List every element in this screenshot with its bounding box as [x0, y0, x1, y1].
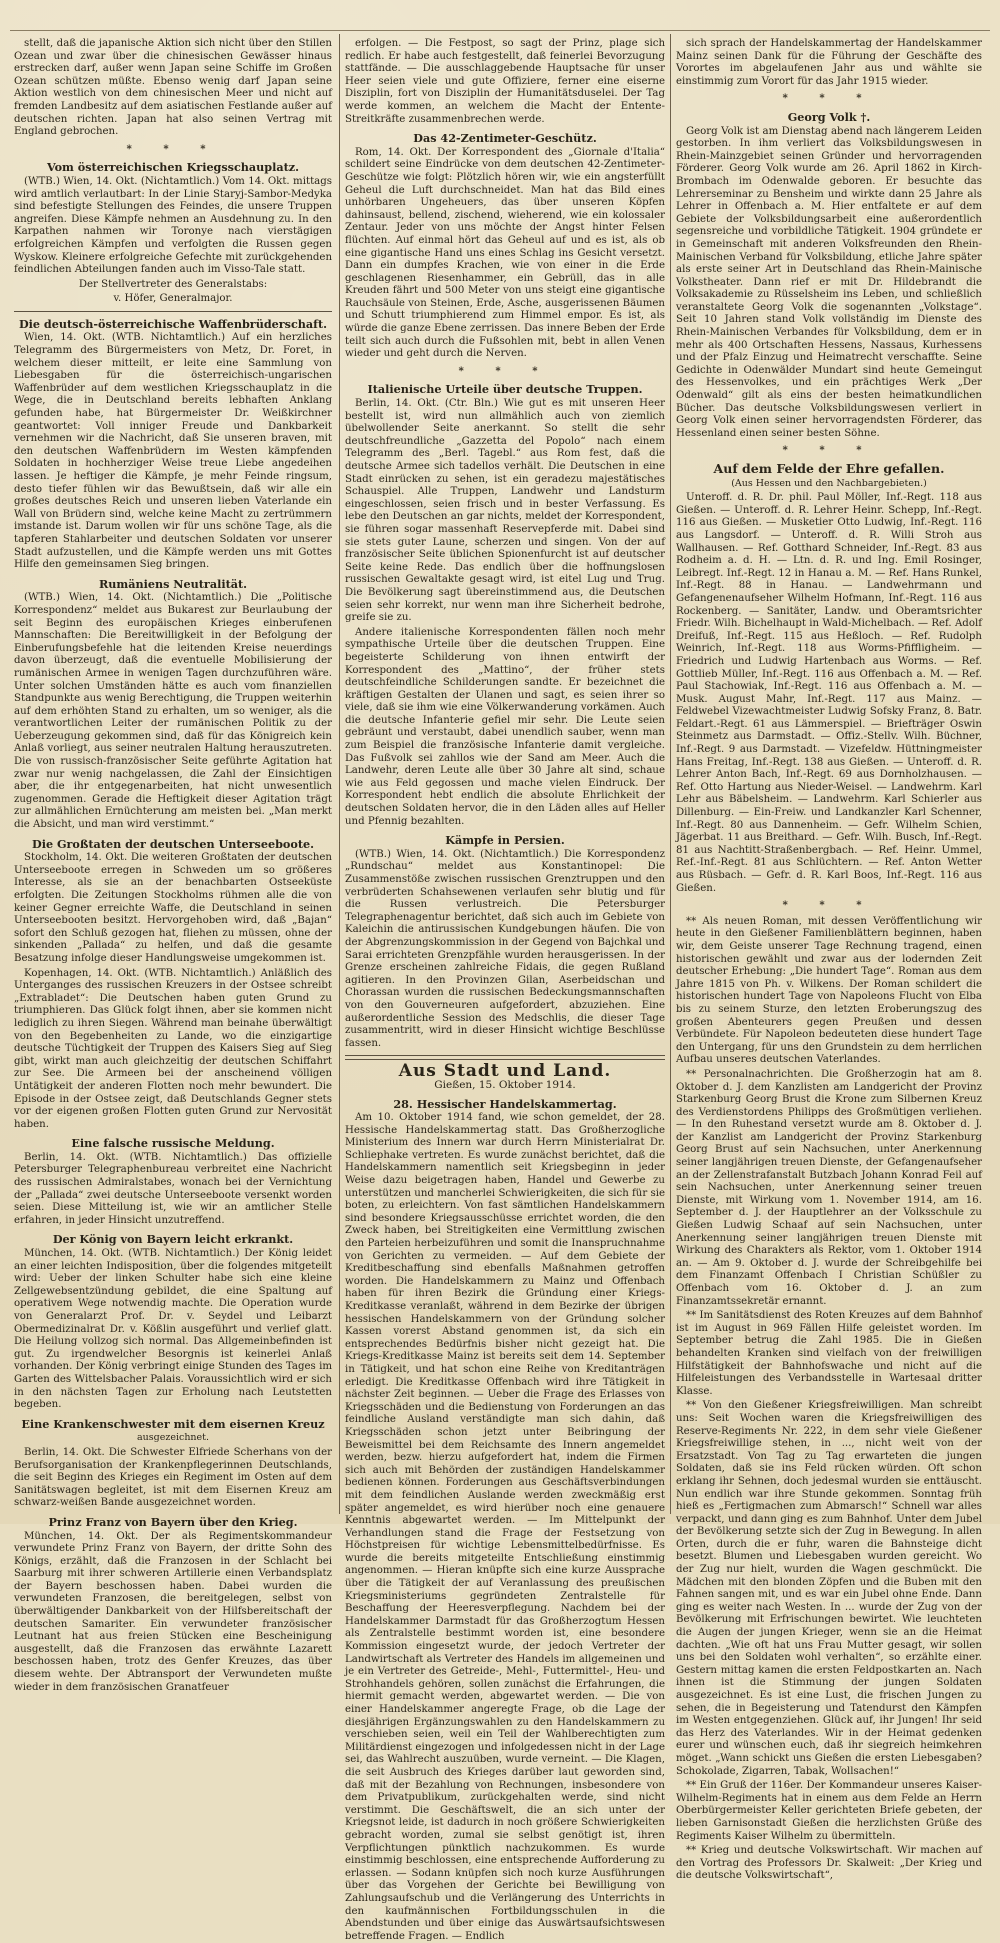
heading-honor: Auf dem Felde der Ehre gefallen.	[713, 461, 945, 476]
separator-stars: * * *	[782, 899, 876, 912]
article-honor: Unteroff. d. R. Dr. phil. Paul Möller, Inf.-Regt. 118 aus Gießen. — Unteroff. d. R. Lehrer Heinr. Schepp, Inf.-Regt. 116 aus Gießen. — Musketier Otto Ludwig, Inf.-Regt. 116 aus Langsdorf. — Unteroff. d. R. Willi Stroh aus Wallhausen. — Ref. Gotthard Schneider, Inf.-Regt. 83 aus Rodheim a. d. H. — Ltn. d. R. und Ing. Emil Rosinger, Leibregt. Inf.-Regt. 12 in Hanau a. M. — Ref. Hans Runkel, Inf.-Regt. 88 in Hanau. — Landwehrmann und Gefangenenaufseher Wilhelm Hofmann, Inf.-Regt. 116 aus Rockenberg. — Sanitäter, Landw. und Oberamtsrichter Friedr. Wilh. Bichelhaupt in Wald-Michelbach. — Ref. Adolf Dreifuß, Inf.-Regt. 115 aus Heßloch. — Ref. Rudolph Weinrich, Inf.-Regt. 118 aus Worms-Pfiffligheim. — Friedrich und Ludwig Hartenbach aus Worms. — Ref. Gottlieb Müller, Inf.-Regt. 116 aus Offenbach a. M. — Ref. Paul Stachowiak, Inf.-Regt. 116 aus Offenbach a. M. — Musk. August Mahr, Inf.-Regt. 117 aus Mainz. — Feldwebel Vizewachtmeister Ludwig Sofsky Franz, 8. Batr. Feldart.-Regt. 61 aus Lämmerspiel. — Briefträger Oswin Steinmetz aus Darmstadt. — Offiz.-Stellv. Wilh. Büchner, Inf.-Regt. 9 aus Darmstadt. — Vizefeldw. Hüttningmeister Hans Freitag, Inf.-Regt. 138 aus Gießen. — Unteroff. d. R. Lehrer Anton Bach, Inf.-Regt. 69 aus Dornholzhausen. — Ref. Otto Hartung aus Nieder-Weisel. — Landwehrm. Karl Lehr aus Bäbelsheim. — Landwehrm. Karl Schierler aus Dillenburg. — Ein-Freiw. und Landkanzler Karl Schenner, Inf.-Regt. 80 aus Dannenheim. — Gefr. Wilhelm Schien, Jägerbat. 11 aus Breithard. — Gefr. Wilh. Busch, Inf.-Regt. 81 aus Nachtitt-Straßenbergbach. — Ref. Heinr. Ummel, Ref.-Inf.-Regt. 81 aus Schlüchtern. — Ref. Anton Wetter aus Rüsbach. — Gefr. d. R. Karl Boos, Inf.-Regt. 116 aus Gießen.	[676, 492, 982, 894]
article-personal: ** Personalnachrichten. Die Großherzogin hat am 8. Oktober d. J. dem Kanzlisten am Landgericht der Provinz Starkenburg Georg Brust die Krone zum Silbernen Kreuz des Verdienstordens Philipps des Großmütigen verliehen. — In den Ruhestand versetzt wurde am 8. Oktober d. J. der Kanzlist am Landgericht der Provinz Starkenburg Georg Brust auf sein Nachsuchen, unter Anerkennung seiner langjährigen treuen Dienste, der Gefangenaufseher an der Zellenstrafanstalt Butzbach Johann Konrad Feil auf sein Nachsuchen, unter Anerkennung seiner treuen Dienste, mit Wirkung vom 1. November 1914, am 16. September d. J. der Hauptlehrer an der Volksschule zu Gießen Ludwig Schaaf auf sein Nachsuchen, unter Anerkennung seiner langjährigen treuen Dienste mit Wirkung des Charakters als Rektor, vom 1. Oktober 1914 an. — Am 9. Oktober d. J. wurde der Schreibgehilfe bei dem Finanzamt Offenbach I Christian Schüßler zu Offenbach vom 16. Oktober d. J. an zum Finanzamtssekretär ernannt.	[676, 1068, 982, 1307]
dateline: Gießen, 15. Oktober 1914.	[434, 1078, 576, 1091]
heading-honor-sub: (Aus Hessen und den Nachbargebieten.)	[731, 477, 927, 489]
divider	[14, 311, 332, 312]
heading-persia: Kämpfe in Persien.	[445, 833, 565, 848]
heading-submarine: Die Großtaten der deutschen Unterseeboote.	[32, 836, 314, 851]
article-submarine-2: Kopenhagen, 14. Okt. (WTB. Nichtamtlich.) Anläßlich des Unterganges des russischen Kreuzers in der Ostsee schreibt „Extrabladet“: Die Deutschen haben guten Grund zu triumphieren. Das Glück folgt ihnen, aber sie kommen nicht lediglich zu ihren Siegen. Während man beinahe überwältigt von den Begebenheiten zu Lande, wo die einzigartige deutsche Tüchtigkeit der Truppen des Kaisers Sieg auf Sieg gibt, wirkt man auch gleichzeitig der deutschen Schiffahrt zur See. Die Armeen bei der anscheinend völligen Untätigkeit der anderen Flotten noch mehr bewundert. Die Episode in der Ostsee zeigt, daß Deutschlands Gegner stets vor der eigenen großen Flotten guten Grund zur Nervosität haben.	[14, 967, 332, 1130]
heading-brotherhood: Die deutsch-österreichische Waffenbrüderschaft.	[18, 316, 328, 331]
article-novel: ** Als neuen Roman, mit dessen Veröffentlichung wir heute in den Gießener Familienblättern beginnen, haben wir, dem Geiste unserer Tage Rechnung tragend, einen historischen gewählt und zwar aus der lodernden Zeit deutscher Erhebung: „Die hundert Tage“. Roman aus dem Jahre 1815 von Ph. v. Wilkens. Der Roman schildert die historischen hundert Tage von Napoleons Flucht von Elba bis zu seinem Sturze, den letzten Eroberungszug des großen Abenteurers gegen Preußen und dessen Verbündete. Für Napoleon bedeuteten diese hundert Tage den Untergang, für uns den Grundstein zu dem herrlichen Aufbau unseres deutschen Vaterlandes.	[676, 915, 982, 1066]
heading-austria: Vom österreichischen Kriegsschauplatz.	[46, 160, 300, 175]
heading-italian: Italienische Urteile über deutsche Truppen.	[367, 382, 643, 397]
top-rule	[10, 30, 990, 31]
heading-nurse-sub: ausgezeichnet.	[136, 1432, 210, 1444]
column-rule-1	[339, 34, 340, 1514]
separator-stars: * * *	[782, 92, 876, 105]
article-chamber: Am 10. Oktober 1914 fand, wie schon gemeldet, der 28. Hessische Handelskammertag statt. Das Großherzogliche Ministerium des Innern war durch Herrn Ministerialrat Dr. Schliephake vertreten. Es wurde zunächst berichtet, daß die Handelskammern namentlich seit Kriegsbeginn in jeder Weise dazu beigetragen haben, Handel und Gewerbe zu unterstützen und mancherlei Schwierigkeiten, die sich für sie boten, zu erleichtern. Von fast sämtlichen Handelskammern sind besondere Kriegsausschüsse errichtet worden, die den Zweck haben, bei Streitigkeiten eine Vermittlung zwischen den Parteien herbeizuführen und somit die Inanspruchnahme von Gerichten zu vermeiden. — Auf dem Gebiete der Kreditbeschaffung sind ebenfalls Maßnahmen getroffen worden. Die Handelskammern zu Mainz und Offenbach haben für ihren Bezirk die Gründung einer Kriegs-Kreditkasse veranlaßt, während in dem Bezirke der übrigen hessischen Handelskammern von der Gründung solcher Kassen vorerst Abstand genommen ist, da sich ein entsprechendes Bedürfnis bisher nicht gezeigt hat. Die Kriegs-Kreditkasse Mainz ist bereits seit dem 14. September in Tätigkeit, und hat schon eine Reihe von Kreditanträgen erledigt. Die Kreditkasse Offenbach wird ihre Tätigkeit in nächster Zeit beginnen. — Ueber die Frage des Erlasses von Kriegsschäden und die Bedienstung von Forderungen an das feindliche Ausland verständigte man sich dahin, daß Kriegsschäden schon jetzt unter Beibringung der Beweismittel bei dem Reichsamte des Innern angemeldet werden, bezw. hierzu aufgefordert hat, indem die Firmen sich auch mit Behörden der zuständigen Handelskammer bedienen können. Forderungen aus Geschäftsverbindungen mit dem feindlichen Auslande werden zweckmäßig erst später angemeldet, es wird hierüber noch eine genauere Kenntnis abgewartet werden. — Im Mittelpunkt der Verhandlungen stand die Frage der Festsetzung von Höchstpreisen für wichtige Lebensmittelbedürfnisse. Es wurde die bereits mitgeteilte Entschließung einstimmig angenommen. — Hieran knüpfte sich eine kurze Aussprache über die Tätigkeit der auf Veranlassung des preußischen Kriegsministeriums gegründeten Zentralstelle für Beschaffung der Heeresverpflegung. Nachdem bei der Handelskammer Darmstadt für das Großherzogtum Hessen als Zentralstelle bestimmt worden ist, eine besondere Kommission eingesetzt wurde, der jedoch Vertreter der Landwirtschaft als Vertreter des Handels im allgemeinen und je ein Vertreter des Getreide-, Mehl-, Futtermittel-, Heu- und Strohhandels gehören, sollen zunächst die Erfahrungen, die hiermit gemacht werden, abgewartet werden. — Die von einer Handelskammer angeregte Frage, ob die Lage der diesjährigen Ergänzungswahlen zu den Handelskammern zu verschieben seien, weil ein Teil der Wahlberechtigten zum Militärdienst eingezogen und infolgedessen nicht in der Lage sei, das Wahlrecht auszuüben, wurde verneint. — Die Klagen, die seit Ausbruch des Krieges darüber laut geworden sind, daß mit der Bezahlung von Rechnungen, insbesondere von dem Privatpublikum, zurückgehalten werde, sind nicht verstimmt. Die Geschäftswelt, die an sich unter der Kriegsnot leide, ist dadurch in noch größere Schwierigkeiten gebracht worden, zumal sie selbst genötigt ist, ihren Verpflichtungen pünktlich nachzukommen. Es wurde einstimmig beschlossen, eine entsprechende Aufforderung zu erlassen. — Sodann knüpfen sich noch kurze Ausführungen über das Vorgehen der Gerichte bei Bewilligung von Zahlungsaufschub und die Verlängerung des Unterrichts in den kaufmännischen Fortbildungsschulen in die Abendstunden und über einige das Auswärtsaufsichtswesen betreffende Fragen. — Endlich	[345, 1112, 665, 1942]
column-rule-2	[670, 34, 671, 1514]
heading-nurse: Eine Krankenschwester mit dem eisernen Kreuz	[21, 1416, 325, 1431]
heading-prince: Prinz Franz von Bayern über den Krieg.	[48, 1514, 298, 1529]
heading-romania: Rumäniens Neutralität.	[98, 576, 248, 591]
separator-stars: * * *	[782, 444, 876, 457]
article-medical: ** Im Sanitätsdienst des Roten Kreuzes auf dem Bahnhof ist im August in 969 Fällen Hilfe geleistet worden. Im September betrug die Zahl 1985. Die in Gießen behandelten Kranken sind vielfach von der freiwilligen Hilfstätigkeit der Bahnhofswache und nicht auf die Hilfeleistungen des Verbandsstelle in Wartesaal dritter Klasse.	[676, 1310, 982, 1397]
japan-continuation: stellt, daß die japanische Aktion sich nicht über den Stillen Ozean und zwar über die chinesischen Gewässer hinaus erstrecken darf, außer wenn Japan seine Schiffe im Großen Ozean schützen müßte. Ebenso wenig darf Japan seine Aktion westlich von dem chinesischen Meer und nicht auf fremden Landbesitz auf dem asiatischen Festlande außer auf deutschen richten. Japan hat also seinen Vertrag mit England gebrochen.	[14, 38, 332, 138]
article-economy: ** Krieg und deutsche Volkswirtschaft. Wir machen auf den Vortrag des Professors Dr. Skalweit: „Der Krieg und die deutsche Volkswirtschaft“,	[676, 1845, 982, 1882]
article-false-report: Berlin, 14. Okt. (WTB. Nichtamtlich.) Das offizielle Petersburger Telegraphenbureau verbreitet eine Nachricht des russischen Admiralstabes, wonach bei der Vernichtung der „Pallada“ zwei deutsche Unterseeboote versenkt worden seien. Diese Mitteilung ist, wie wir an amtlicher Stelle erfahren, in jeder Hinsicht unzutreffend.	[14, 1151, 332, 1226]
column-1	[14, 38, 332, 1693]
column-3	[676, 38, 982, 1882]
article-submarine-1: Stockholm, 14. Okt. Die weiteren Großtaten der deutschen Unterseeboote erregen in Schweden um so größeres Interesse, als sie an der benachbarten Ostseeküste erfolgten. Die Zeitungen Stockholms rühmen alle die von keiner Gegner erreichte Waffe, die Deutschland in seinen Unterseebooten besitzt. Hervorgehoben wird, daß „Bajan“ sofort den Schluß gezogen hat, fliehen zu müssen, ohne der sinkenden „Pallada“ zu helfen, und daß die gesamte Besatzung infolge dieser Handlungsweise umgekommen ist.	[14, 852, 332, 964]
article-prince: München, 14. Okt. Der als Regimentskommandeur verwundete Prinz Franz von Bayern, der dritte Sohn des Königs, erzählt, daß die Franzosen in der Schlacht bei Saarburg mit ihrer schweren Artillerie einen Verbandsplatz der Bayern beschossen haben. Dabei wurden die verwundeten Franzosen, die bereitgelegen, selbst von überwältigender Dankbarkeit von der Hilfsbereitschaft der deutschen Samariter. Ein verwundeter französischer Leutnant hat aus freien Stücken eine Bescheinigung ausgestellt, daß die Franzosen das erwähnte Lazarett beschossen haben, trotz des Genfer Kreuzes, das über diesem wehte. Der Abtransport der Verwundeten mußte wieder in dem französischen Granatfeuer	[14, 1530, 332, 1693]
section-masthead: Aus Stadt und Land.	[398, 1061, 612, 1082]
article-brotherhood: Wien, 14. Okt. (WTB. Nichtamtlich.) Auf ein herzliches Telegramm des Bürgermeisters von Metz, Dr. Foret, in welchem dieser mitteilt, er leite eine Sammlung von Liebesgaben für die österreichisch-ungarischen Waffenbrüder auf dem westlichen Kriegsschauplatz in die Wege, die in Deutschland bereits lebhaften Anklang gefunden habe, hat Bürgermeister Dr. Weißkirchner geantwortet: Voll inniger Freude und Dankbarkeit vernehmen wir die Nachricht, daß Sie unseren braven, mit den deutschen Waffenbrüdern im Westen kämpfenden Soldaten in hochherziger Weise treue Liebe angedeihen lassen. Je heftiger die Kämpfe, je mehr Feinde ringsum, desto tiefer fühlen wir das Bewußtsein, daß wir alle ein großes deutsches Reich und unseren lieben Vaterlande ein Wall von Brüdern sind, welche keine Macht zu zertrümmern imstande ist. Darum wollen wir für uns schöne Tage, als die tapferen Stahlarbeiter und deutschen Soldaten vor unserer Stadt aufzustellen, und die Kämpfe werden uns mit Gottes Hilfe den gemeinsamen Sieg bringen.	[14, 332, 332, 571]
signature-line-2: v. Höfer, Generalmajor.	[113, 293, 233, 305]
separator-stars: * * *	[126, 142, 220, 155]
article-persia: (WTB.) Wien, 14. Okt. (Nichtamtlich.) Die Korrespondenz „Rundschau“ meldet aus Konstantinopel: Die Zusammenstöße zwischen russischen Grenztruppen und den verbrüderten Schahsewenen verlaufen sehr blutig und für die Russen verlustreich. Die Petersburger Telegraphenagentur berichtet, daß sich auch im Gebiete von Kaleichin die antirussischen Kundgebungen häufen. Die von der Abgrenzungskommission in der Gegend von Bajchkal und Sarai errichteten Grenzpfähle wurden herausgerissen. In der Grenze erscheinen zahlreiche Fidais, die gegen Rußland agitieren. In den Provinzen Gilan, Aserbeidschan und Chorassan wurden die russischen Bedeckungsmannschaften von den Gouverneuren aufgefordert, abzuziehen. Eine außerordentliche Session des Medschlis, die dieser Tage zusammentritt, wird in dieser Hinsicht wichtige Beschlüsse fassen.	[345, 848, 665, 1049]
article-austria: (WTB.) Wien, 14. Okt. (Nichtamtlich.) Vom 14. Okt. mittags wird amtlich verlautbart: In der Linie Staryj-Sambor-Medyka sind befestigte Stellungen des Feindes, die unsere Truppen angreifen. Diese Kämpfe nehmen an Ausdehnung zu. In den Karpathen nahmen wir Toronye nach vierstägigen erfolgreichen Kämpfen und verfolgten die Russen gegen Wyskow. Kleinere erfolgreiche Gefechte mit zurückgehenden feindlichen Abteilungen fanden auch im Visso-Tale statt.	[14, 175, 332, 276]
separator-stars: * * *	[458, 364, 552, 377]
section-divider	[345, 1055, 665, 1060]
prince-continuation: erfolgen. — Die Festpost, so sagt der Prinz, plage sich redlich. Er habe auch festgestellt, daß feinerlei Bevorzugung stattfände. — Die ausschlaggebende Hauptsache für unser Heer seien viele und gute Offiziere, ferner eine eiserne Disziplin, fort von Disziplin der Humanitätsduselei. Der Tag werde kommen, an welchem die Macht der Entente-Streitkräfte zusammenbrechen werde.	[345, 38, 665, 125]
article-gun: Rom, 14. Okt. Der Korrespondent des „Giornale d'Italia“ schildert seine Eindrücke von dem deutschen 42-Zentimeter-Geschütze wie folgt: Plötzlich hören wir, wie ein angsterfüllt Geheul die Luft durchschneidet. Man hat das Bild eines unhörbaren Ungeheuers, das über unseren Köpfen dahinsaust, bellend, zischend, wieherend, wie ein kolossaler Zentaur. Jeder von uns möchte der Angst hinter Felsen flüchten. Auf einmal hört das Geheul auf und es ist, als ob eine gigantische Hand uns eines Schlag ins Gesicht versetzt. Dann ein dumpfes Krachen, wie von einer in die Erde geschlagenen Riesenhammer, ein Gebrüll, das in alle Kreuden fährt und 500 Meter von uns steigt eine gigantische Rauchsäule von Steinen, Erde, Asche, ausgerissenen Bäumen und Schutt triumphierend zum Himmel empor. Es ist, als würde die ganze Ebene zerrissen. Das innere Beben der Erde teilt sich auch durch die Fußsohlen mit, bebt in allen Venen wieder und geht durch die Nerven.	[345, 146, 665, 360]
chamber-continuation: sich sprach der Handelskammertag der Handelskammer Mainz seinen Dank für die Führung der Geschäfte des Vorortes im abgelaufenen Jahr aus und wählte sie einstimmig zum Vorort für das Jahr 1915 wieder.	[676, 38, 982, 87]
heading-volk: Georg Volk †.	[787, 109, 871, 124]
article-king: München, 14. Okt. (WTB. Nichtamtlich.) Der König leidet an einer leichten Indisposition, über die folgendes mitgeteilt wird: Ueber der linken Schulter habe sich eine kleine Zellgewebsentzündung gebildet, die eine Spaltung auf operativem Wege notwendig machte. Die Operation wurde von Generalarzt Prof. Dr. v. Seydel und Leibarzt Obermedizinalrat Dr. v. Kößlin ausgeführt und verlief glatt. Die Heilung vollzog sich normal. Das Allgemeinbefinden ist gut. Zu irgendwelcher Besorgnis ist keinerlei Anlaß vorhanden. Der König verbringt einige Stunden des Tages im Garten des Wittelsbacher Palais. Voraussichtlich wird er sich in den nächsten Tagen zur Erholung nach Leutstetten begeben.	[14, 1248, 332, 1411]
article-volunteers: ** Von den Gießener Kriegsfreiwilligen. Man schreibt uns: Seit Wochen waren die Kriegsfreiwilligen des Reserve-Regiments Nr. 222, in dem sehr viele Gießener Kriegsfreiwillige stehen, in ..., nicht weit von der Ersatzstadt. Von Tag zu Tag erwarteten die jungen Soldaten, daß sie ins Feld rücken würden. Oft schon erklang ihr Sehnen, doch jedesmal wurden sie enttäuscht. Nun endlich war ihre Stunde gekommen. Sonntag früh hieß es „Fertigmachen zum Abmarsch!“ Schnell war alles verpackt, und dann ging es zum Bahnhof. Unter dem Jubel der Bevölkerung setzte sich der Zug in Bewegung. In allen Orten, durch die er fuhr, waren die Bahnsteige dicht besetzt. Blumen und Liebesgaben wurden gereicht. Wo der Zug nur hielt, wurden die Wagen geschmückt. Die Mädchen mit den blonden Zöpfen und die Buben mit den Fahnen sangen mit, und es war ein Jubel ohne Ende. Dann ging es weiter nach Westen. In ... wurde der Zug von der Bevölkerung mit Erfrischungen bewirtet. Wie leuchteten die Augen der jungen Krieger, wenn sie an die Heimat dachten. „Wie oft hat uns Frau Mutter gesagt, wir sollen uns bei den Soldaten wohl verhalten“, so erzählte einer. Gestern mittag kamen die ersten Feldpostkarten an. Nach ihnen ist die Stimmung der jungen Soldaten ausgezeichnet. Es ist eine Lust, die frischen Jungen zu sehen, die in Begeisterung und Tatendurst den Kämpfen im Westen entgegenziehen. Glück auf, ihr Jungen! Ihr seid das Herz des Vaterlandes. Wir in der Heimat gedenken eurer und wünschen euch, daß ihr siegreich heimkehren möget. „Wann schickt uns Gießen die ersten Liebesgaben? Schokolade, Zigarren, Tabak, Wollsachen!“	[676, 1400, 982, 1777]
article-volk: Georg Volk ist am Dienstag abend nach längerem Leiden gestorben. In ihm verliert das Volksbildungswesen in Rhein-Mainzgebiet seinen Gründer und hervorragenden Förderer. Georg Volk wurde am 26. April 1862 in Kirch-Brombach im Odenwalde geboren. Er besuchte das Lehrerseminar zu Bensheim und wirkte dann 25 Jahre als Lehrer in Offenbach a. M. Hier entfaltete er auf dem Gebiete der Volksbildungsarbeit eine außerordentlich segensreiche und vorbildliche Tätigkeit. 1904 gründete er in Gemeinschaft mit anderen Volksfreunden den Rhein-Mainischen Verband für Volksbildung, etliche Jahre später als erste seiner Art in Deutschland das Rhein-Mainische Volkstheater. Dann rief er mit Dr. Hildebrandt die Volksakademie zu Rüsselsheim ins Leben, und schließlich veranstaltete Georg Volk die sogenannten „Volkstage“. Seit 10 Jahren stand Volk vollständig im Dienste des Rhein-Mainischen Verbandes für Volksbildung, dem er in mehr als 400 Ortschaften Hessens, Nassaus, Kurhessens und der Pfalz Einzug und Heimatrecht verschaffte. Seine Gedichte in Odenwälder Mundart sind heute Gemeingut des Hessenvolkes, und ein prächtiges Werk „Der Odenwald“ gilt als eins der besten heimatkundlichen Bücher. Das deutsche Volksbildungswesen verliert in Georg Volk einen seiner hervorragendsten Förderer, das Hessenland einen seiner besten Söhne.	[676, 125, 982, 439]
article-romania: (WTB.) Wien, 14. Okt. (Nichtamtlich.) Die „Politische Korrespondenz“ meldet aus Bukarest zur Beurlaubung der seit Beginn des europäischen Krieges einberufenen Mannschaften: Die Bereitwilligkeit in der Befolgung der Einberufungsbefehle hat die leitenden Kreise neuerdings davon überzeugt, daß die eventuelle Mobilisierung der rumänischen Armee in wenigen Tagen durchzuführen wäre. Unter solchen Umständen hätte es auch vom finanziellen Standpunkte aus wenig Berechtigung, die Truppen weiterhin auf dem erhöhten Stand zu erhalten, um so weniger, als die verantwortlichen Leiter der rumänischen Politik zu der Ueberzeugung gekommen sind, daß für das Königreich kein Anlaß vorliegt, aus seiner neutralen Haltung herauszutreten. Die von russisch-französischer Seite geführte Agitation hat zwar nur wenig nachgelassen, die Zahl der Einsichtigen aber, die ihr entgegenarbeiten, hat nicht unwesentlich zugenommen. Gerade die Heftigkeit dieser Agitation trägt zur allmählichen Ernüchterung am meisten bei. „Man merkt die Absicht, und man wird verstimmt.“	[14, 592, 332, 831]
article-greeting: ** Ein Gruß der 116er. Der Kommandeur unseres Kaiser-Wilhelm-Regiments hat in einem aus dem Felde an Herrn Oberbürgermeister Keller gerichteten Briefe gebeten, der lieben Garnisonstadt Gießen die herzlichsten Grüße des Regiments Kaiser Wilhelm zu übermitteln.	[676, 1780, 982, 1842]
signature-line-1: Der Stellvertreter des Generalstabs:	[78, 278, 268, 290]
heading-chamber: 28. Hessischer Handelskammertag.	[393, 1096, 617, 1111]
column-2	[345, 38, 665, 1942]
heading-false-report: Eine falsche russische Meldung.	[71, 1136, 275, 1151]
heading-gun: Das 42-Zentimeter-Geschütz.	[413, 131, 597, 146]
article-nurse: Berlin, 14. Okt. Die Schwester Elfriede Scherhans von der Berufsorganisation der Krankenpflegerinnen Deutschlands, die seit Beginn des Krieges ein Regiment im Osten auf dem Sanitätswagen begleitet, ist mit dem Eisernen Kreuz am schwarz-weißen Bande ausgezeichnet worden.	[14, 1446, 332, 1509]
article-italian-1: Berlin, 14. Okt. (Ctr. Bln.) Wie gut es mit unseren Heer bestellt ist, wird nun allmählich auch von ziemlich übelwollender Seite anerkannt. So stellt die sehr deutschfreundliche „Gazzetta del Popolo“ nach einem Telegramm des „Berl. Tagebl.“ aus Rom fest, daß die deutsche Armee sich tadellos verhält. Die Deutschen in eine Stadt einrücken zu sehen, ist ein geradezu majestätisches Schauspiel. Alle Truppen, Landwehr und Landsturm eingeschlossen, seien frisch und in bester Verfassung. Es lebe den Deutschen an gar nichts, meldet der Korrespondent, sie führen sogar massenhaft Reservepferde mit. Dabei sind sie stets guter Laune, scherzen und singen. Von der auf französischer Seite üblichen Spionenfurcht ist auf deutscher Seite keine Rede. Das endlich über die hoffnungslosen russischen Gewaltakte gesagt wird, ist eitel Lug und Trug. Die Bevölkerung sagt übereinstimmend aus, die Deutschen seien sehr korrekt, nur wenn man ihre Sicherheit bedrohe, greife sie zu.	[345, 398, 665, 624]
article-italian-2: Andere italienische Korrespondenten fällen noch mehr sympathische Urteile über die deutschen Truppen. Eine begeisterte Schilderung von ihnen entwirft der Korrespondent des „Mattino“, der früher stets deutschfeindliche Schilderungen sandte. Er bezeichnet die kräftigen Gestalten der Ulanen und sagt, es seien ihrer so viele, daß sie ihm wie eine Völkerwanderung vorkämen. Auch die deutsche Infanterie gefiel mir sehr. Die Leute seien gebräunt und verstaubt, dabei unendlich sauber, wenn man zum Beispiel die französische Infanterie damit vergleiche. Das Fußvolk sei zahllos wie der Sand am Meer. Auch die Landwehr, deren Leute alle über 30 Jahre alt sind, schaue wie aus Feld gegossen und mache vielen Eindruck. Der Korrespondent hebt endlich die absolute Ehrlichkeit der deutschen Soldaten hervor, die in den Läden alles auf Heller und Pfennig bezahlten.	[345, 626, 665, 827]
heading-king: Der König von Bayern leicht erkrankt.	[52, 1232, 294, 1247]
